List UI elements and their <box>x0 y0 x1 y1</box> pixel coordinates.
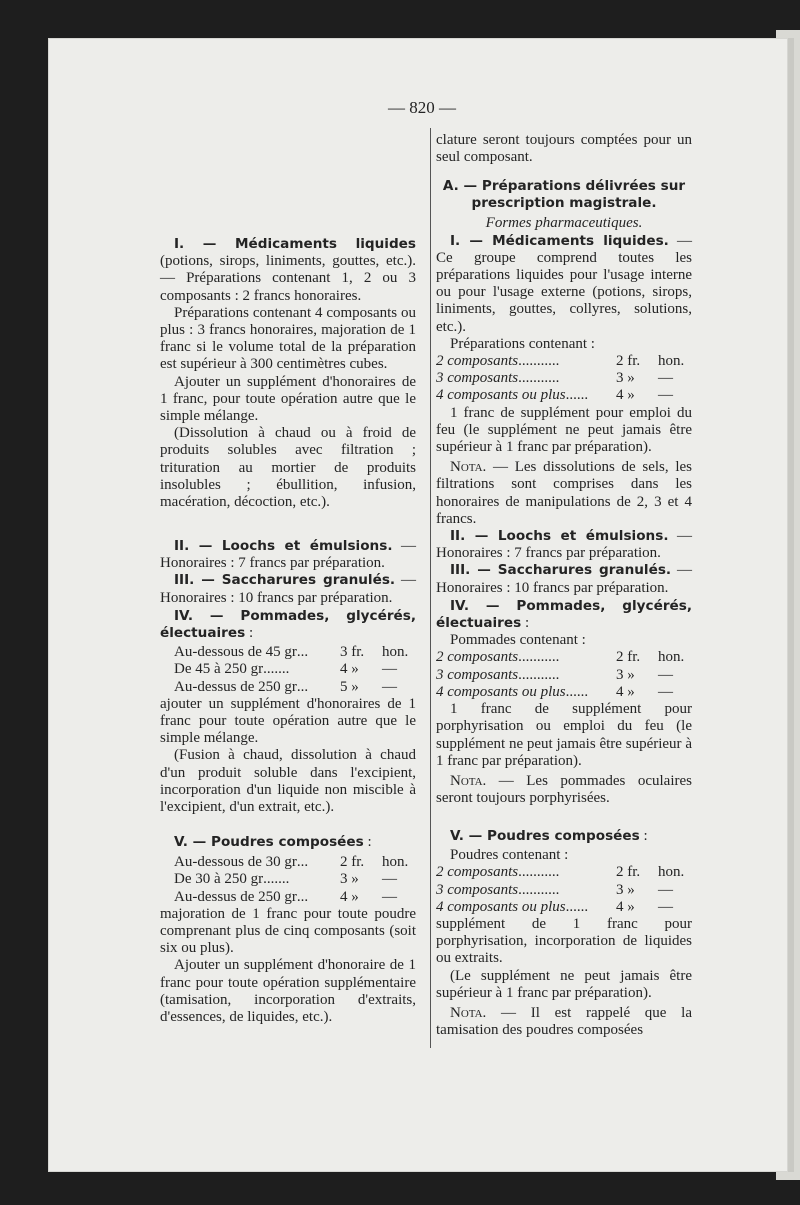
r-section-1-block <box>436 233 692 336</box>
r-section-3-text: — Honoraires : 10 francs par préparation. <box>436 562 692 596</box>
table-row <box>174 679 416 696</box>
section-4-title: IV. — Pommades, glycérés, électuaires <box>160 607 416 642</box>
row-dots: ....... <box>263 661 290 678</box>
row-value: 3 » <box>616 370 635 387</box>
row-unit: — <box>658 898 673 915</box>
nota-text: — Les dissolutions de sels, les filtrations sont comprises dans les honoraires de manipulations de 2, 3 et 4 francs. <box>436 459 692 527</box>
row-dots: ........... <box>518 881 560 898</box>
row-value: 2 fr. <box>616 864 641 881</box>
row-value: 4 » <box>616 898 635 915</box>
row-dots: ........... <box>518 864 560 881</box>
row-value: 4 » <box>616 683 635 700</box>
section-5-heading <box>160 834 416 851</box>
row-label: Au-dessus de 250 gr <box>174 888 297 905</box>
section-5-paragraph-1: majoration de 1 franc pour toute poudre comprenant plus de cinq composants (soit six ou plus). <box>160 905 416 957</box>
row-label: 3 composants <box>436 881 519 898</box>
row-unit: — <box>658 683 673 700</box>
table-row <box>436 882 692 899</box>
section-5-paragraph-2: Ajouter un supplément d'honoraire de 1 franc pour toute opération supplémentaire (tamisation, incorporation d'extraits, d'essences, de liquides, etc.). <box>160 957 416 1026</box>
row-label: 4 composants ou plus <box>436 898 566 915</box>
section-3-text: — Honoraires : 10 francs par préparation. <box>160 572 416 606</box>
row-dots: ... <box>296 644 309 661</box>
table-row <box>436 864 692 881</box>
r-section-5-paragraph-1: Poudres contenant : <box>450 847 569 864</box>
row-dots: ... <box>296 678 309 695</box>
column-divider <box>430 128 431 1048</box>
section-1-paragraph-3: Ajouter un supplément d'honoraires de 1 franc, pour toute opération autre que le simple mélange. <box>160 373 416 425</box>
nota-label: Nota. <box>450 459 487 476</box>
section-1-text: (potions, sirops, liniments, gouttes, etc.). — Préparations contenant 1, 2 ou 3 composants : 2 francs honoraires. <box>160 253 416 304</box>
r-section-1-title: I. — Médicaments liquides. <box>450 232 669 249</box>
row-dots: ........... <box>518 649 560 666</box>
continued-text: clature seront toujours comptées pour un seul composant. <box>436 132 692 166</box>
row-unit: — <box>658 370 673 387</box>
section-4-paragraph-1: ajouter un supplément d'honoraires de 1 franc pour toute opération autre que le simple mélange. <box>160 695 416 747</box>
row-label: Au-dessous de 45 gr <box>174 644 297 661</box>
r-section-4-colon: : <box>521 615 530 632</box>
row-value: 3 fr. <box>340 644 365 661</box>
row-label: 4 composants ou plus <box>436 387 566 404</box>
row-label: 2 composants <box>436 353 519 370</box>
section-3-title: III. — Saccharures granulés. <box>174 572 396 589</box>
section-4-heading <box>160 608 416 642</box>
row-value: 4 » <box>340 888 359 905</box>
r-section-4-paragraph-1: Pommades contenant : <box>450 632 586 649</box>
row-dots: ....... <box>263 871 290 888</box>
r-section-5-paragraph-3: (Le supplément ne peut jamais être supérieur à 1 franc par préparation). <box>436 967 692 1001</box>
row-value: 3 » <box>616 666 635 683</box>
row-unit: — <box>658 387 673 404</box>
r-section-2-text: — Honoraires : 7 francs par préparation. <box>436 528 692 562</box>
row-unit: hon. <box>382 644 409 661</box>
heading-a <box>436 178 692 212</box>
row-label: 3 composants <box>436 370 519 387</box>
nota-label: Nota. <box>450 772 487 789</box>
r-section-4-paragraph-2: 1 franc de supplément pour porphyrisation ou emploi du feu (le supplément ne peut jamais être supérieur à 1 franc par préparation). <box>436 701 692 769</box>
row-unit: — <box>382 871 397 888</box>
table-row <box>436 370 692 387</box>
table-row <box>436 684 692 701</box>
r-section-4-table <box>436 649 692 701</box>
row-unit: hon. <box>658 649 685 666</box>
row-dots: ...... <box>565 387 589 404</box>
page-number: — 820 — <box>388 98 456 117</box>
row-value: 5 » <box>340 678 359 695</box>
row-label: Au-dessus de 250 gr <box>174 678 297 695</box>
row-value: 4 » <box>340 661 359 678</box>
r-section-2-title: II. — Loochs et émulsions. <box>450 528 669 545</box>
section-5-title: V. — Poudres composées <box>174 834 364 850</box>
section-4-table <box>160 644 416 696</box>
r-section-5-paragraph-2: supplément de 1 franc pour porphyrisation, incorporation de liquides ou extraits. <box>436 916 692 967</box>
row-value: 2 fr. <box>616 649 641 666</box>
section-3-block <box>160 572 416 606</box>
row-unit: hon. <box>658 353 685 370</box>
r-section-3-title: III. — Saccharures granulés. <box>450 562 672 579</box>
row-label: De 30 à 250 gr <box>174 871 264 888</box>
section-4-colon: : <box>245 625 254 642</box>
nota-label: Nota. <box>450 1005 487 1022</box>
row-value: 3 » <box>340 871 359 888</box>
table-row <box>436 899 692 916</box>
section-2-text: — Honoraires : 7 francs par préparation. <box>160 538 416 572</box>
section-5-colon: : <box>363 834 372 850</box>
row-value: 4 » <box>616 387 635 404</box>
r-section-5-nota <box>436 1005 692 1039</box>
table-row <box>436 667 692 684</box>
table-row <box>174 644 416 661</box>
row-label: Au-dessous de 30 gr <box>174 854 297 871</box>
formes-subtitle: Formes pharmaceutiques. <box>485 215 643 232</box>
r-section-5-colon: : <box>639 828 648 844</box>
row-unit: — <box>658 666 673 683</box>
table-row <box>436 649 692 666</box>
section-1-paragraph-4: (Dissolution à chaud ou à froid de produits solubles avec filtration ; trituration au mortier de produits insolubles ; ébullition, infusion, macération, décoction, etc.). <box>160 425 416 511</box>
nota-text: — Les pommades oculaires seront toujours porphyrisées. <box>436 772 692 807</box>
r-section-1-nota <box>436 459 692 528</box>
section-1-title: I. — Médicaments liquides <box>174 236 416 252</box>
section-2-title: II. — Loochs et émulsions. <box>174 538 393 554</box>
table-row <box>174 871 416 888</box>
r-section-1-paragraph-2: Préparations contenant : <box>450 335 595 352</box>
r-section-5-table <box>436 864 692 916</box>
row-unit: — <box>382 678 397 695</box>
table-row <box>174 889 416 906</box>
row-unit: — <box>658 881 673 898</box>
row-dots: ........... <box>518 353 560 370</box>
table-row <box>174 854 416 871</box>
row-label: De 45 à 250 gr <box>174 661 264 678</box>
r-section-4-title: IV. — Pommades, glycérés, électuaires <box>436 597 692 632</box>
row-dots: ...... <box>565 898 589 915</box>
r-section-1-table <box>436 353 692 405</box>
row-label: 2 composants <box>436 649 519 666</box>
section-4-paragraph-2: (Fusion à chaud, dissolution à chaud d'un produit soluble dans l'excipient, incorporation d'un liquide non miscible à l'excipient, d'un extrait, etc.). <box>160 747 416 816</box>
r-section-1-paragraph-3: 1 franc de supplément pour emploi du feu (le supplément ne peut jamais être supérieur à 1 franc par préparation). <box>436 404 692 456</box>
r-section-4-nota <box>436 773 692 807</box>
r-section-3-block <box>436 562 692 596</box>
formes-line <box>436 215 692 232</box>
r-section-2-block <box>436 528 692 562</box>
row-dots: ... <box>296 854 309 871</box>
row-value: 3 » <box>616 881 635 898</box>
row-dots: ... <box>296 888 309 905</box>
section-1-block <box>160 236 416 305</box>
row-label: 2 composants <box>436 864 519 881</box>
row-dots: ........... <box>518 666 560 683</box>
row-value: 2 fr. <box>616 353 641 370</box>
r-section-5-title: V. — Poudres composées <box>450 828 640 844</box>
table-row <box>174 661 416 678</box>
row-dots: ........... <box>518 370 560 387</box>
row-dots: ...... <box>565 683 589 700</box>
section-1-paragraph-2: Préparations contenant 4 composants ou plus : 3 francs honoraires, majoration de 1 franc si le volume total de la préparation est supérieur à 300 centimètres cubes. <box>160 304 416 373</box>
section-5-table <box>160 854 416 906</box>
r-section-5-heading <box>436 828 692 845</box>
row-unit: hon. <box>658 864 685 881</box>
section-2-block <box>160 538 416 572</box>
nota-text: — Il est rappelé que la tamisation des poudres composées <box>436 1005 692 1039</box>
row-unit: hon. <box>382 854 409 871</box>
heading-a-text: A. — Préparations délivrées sur prescription magistrale. <box>442 178 686 212</box>
row-unit: — <box>382 661 397 678</box>
table-row <box>436 353 692 370</box>
row-label: 3 composants <box>436 666 519 683</box>
row-unit: — <box>382 888 397 905</box>
row-label: 4 composants ou plus <box>436 683 566 700</box>
r-section-4-heading <box>436 598 692 632</box>
r-section-1-text: — Ce groupe comprend toutes les préparations liquides pour l'usage interne ou pour l'usage externe (potions, sirops, liniments, gouttes, collyres, solutions, etc.). <box>436 232 692 335</box>
table-row <box>436 387 692 404</box>
row-value: 2 fr. <box>340 854 365 871</box>
